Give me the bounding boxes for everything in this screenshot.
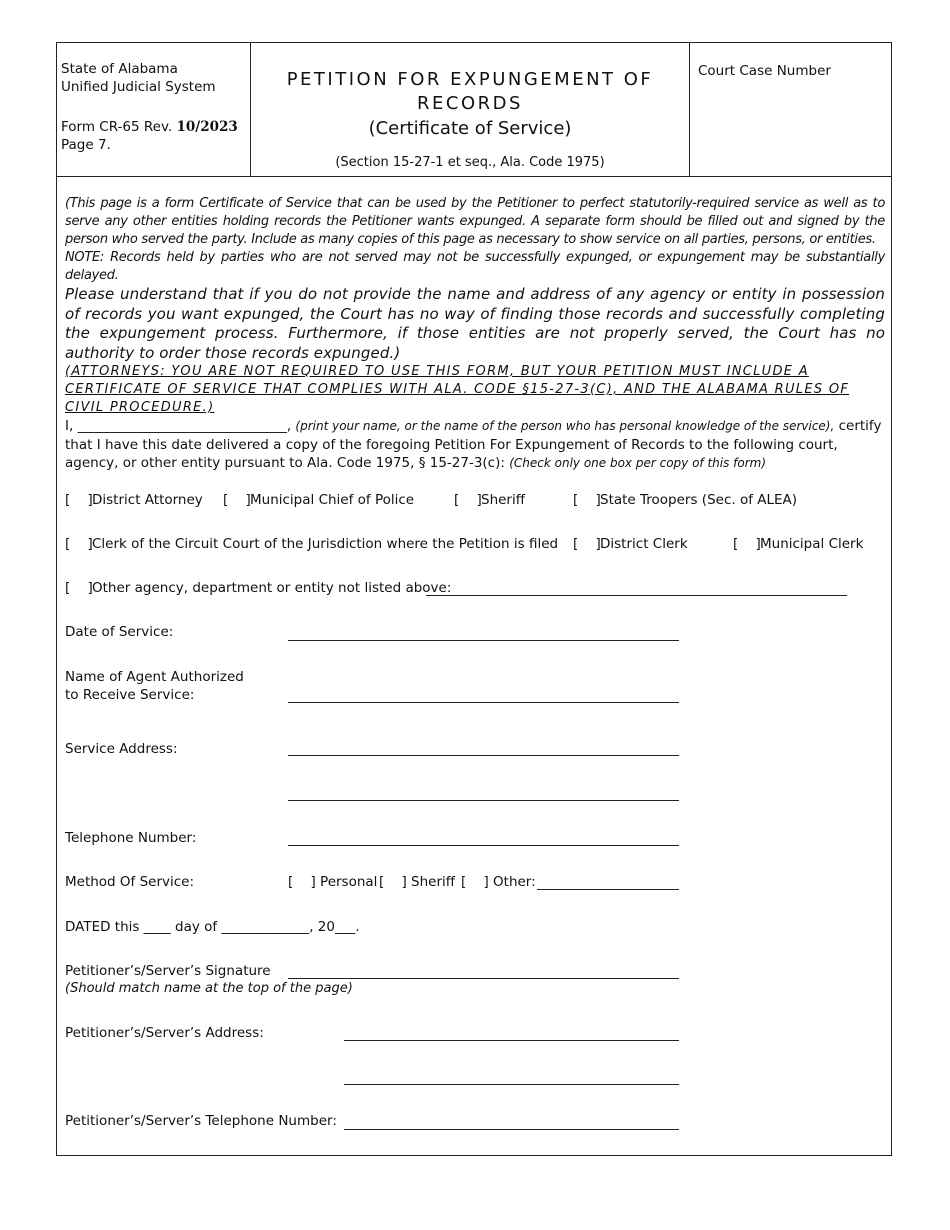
checkbox-box[interactable]: [ ] xyxy=(573,492,601,508)
petitioner-phone-label: Petitioner’s/Server’s Telephone Number: xyxy=(65,1113,337,1129)
method-other-checkbox[interactable]: [ ] Other: xyxy=(461,874,536,890)
checkbox-box[interactable]: [ ] xyxy=(65,580,93,596)
instructions-paragraph: (This page is a form Certificate of Service that can be used by the Petitioner to perfect statutorily-required service as well as to serve any other entities holding records the Petitioner wants expunged. A separate form should be filled out and signed by the person who served the party. Include as many copies of this page as necessary to show service on all parties, persons, or entities. xyxy=(65,196,885,247)
checkbox-sheriff[interactable]: [ ]Sheriff xyxy=(454,492,526,508)
date-of-service-label: Date of Service: xyxy=(65,624,174,640)
instructions xyxy=(65,195,885,417)
dated-line[interactable]: DATED this ____ day of _____________, 20___. xyxy=(65,919,360,935)
signature-input[interactable] xyxy=(288,978,679,979)
attorneys-notice: (ATTORNEYS: YOU ARE NOT REQUIRED TO USE THIS FORM, BUT YOUR PETITION MUST INCLUDE A CERTIFICATE OF SERVICE THAT COMPLIES WITH ALA. CODE §15-27-3(C), AND THE ALABAMA RULES OF CIVIL PROCEDURE.) xyxy=(65,364,850,415)
form-title: PETITION FOR EXPUNGEMENT OF RECORDS xyxy=(286,69,654,114)
checkbox-other-agency[interactable]: [ ]Other agency, department or entity not listed above: xyxy=(65,580,452,596)
other-agency-input[interactable] xyxy=(426,595,847,596)
state-name: State of Alabama xyxy=(61,61,178,77)
certification-body: certify that I have this date delivered a copy of the foregoing Petition For Expungement of Records to the following court, agency, or other entity pursuant to Ala. Code 1975, § 15-27-3(c): xyxy=(65,418,882,471)
service-address-input-2[interactable] xyxy=(288,800,679,801)
certificate-of-service-form xyxy=(56,42,892,1156)
date-of-service-input[interactable] xyxy=(288,640,679,641)
petitioner-address-input-2[interactable] xyxy=(344,1084,679,1085)
agent-name-input[interactable] xyxy=(288,702,679,703)
service-address-label: Service Address: xyxy=(65,741,178,757)
page-number: Page 7. xyxy=(61,137,111,153)
header-title-block xyxy=(251,43,690,176)
checkbox-box[interactable]: [ ] xyxy=(65,492,93,508)
signature-note: (Should match name at the top of the page) xyxy=(65,981,353,996)
form-number: Form CR-65 Rev. 10/2023 xyxy=(61,119,238,135)
agent-name-label: Name of Agent Authorized to Receive Service: xyxy=(65,669,244,703)
check-one-note: (Check only one box per copy of this form) xyxy=(509,456,767,470)
method-sheriff-checkbox[interactable]: [ ] Sheriff xyxy=(379,874,456,890)
petitioner-address-label: Petitioner’s/Server’s Address: xyxy=(65,1025,264,1041)
instructions-warning: Please understand that if you do not provide the name and address of any agency or entity in possession of records you want expunged, the Court has no way of finding those records and successfully completing the expungement process. Furthermore, if those entities are not properly served, the Court has no authority to order those records expunged.) xyxy=(65,285,885,362)
header-agency-block xyxy=(57,43,251,176)
checkbox-box[interactable]: [ ] xyxy=(573,536,601,552)
form-header xyxy=(57,43,891,177)
method-other-input[interactable] xyxy=(537,889,679,890)
telephone-label: Telephone Number: xyxy=(65,830,197,846)
court-case-number-label: Court Case Number xyxy=(698,63,831,79)
certification-statement xyxy=(65,417,887,473)
statute-reference: (Section 15-27-1 et seq., Ala. Code 1975) xyxy=(335,155,605,170)
checkbox-box[interactable]: [ ] xyxy=(454,492,482,508)
checkbox-box[interactable]: [ ] xyxy=(223,492,251,508)
checkbox-district-clerk[interactable]: [ ]District Clerk xyxy=(573,536,688,552)
checkbox-state-troopers[interactable]: [ ]State Troopers (Sec. of ALEA) xyxy=(573,492,798,508)
method-of-service-label: Method Of Service: xyxy=(65,874,195,890)
method-personal-checkbox[interactable]: [ ] Personal xyxy=(288,874,378,890)
petitioner-phone-input[interactable] xyxy=(344,1129,679,1130)
checkbox-municipal-clerk[interactable]: [ ]Municipal Clerk xyxy=(733,536,864,552)
judicial-system: Unified Judicial System xyxy=(61,79,216,95)
revision-date: 10/2023 xyxy=(176,119,238,135)
form-subtitle: (Certificate of Service) xyxy=(368,118,572,139)
instructions-note: NOTE: Records held by parties who are not served may not be successfully expunged, or expungement may be substantially delayed. xyxy=(65,250,885,283)
signature-label: Petitioner’s/Server’s Signature (Should match name at the top of the page) xyxy=(65,963,353,996)
name-blank[interactable]: I, _______________________________, xyxy=(65,418,296,434)
checkbox-chief-of-police[interactable]: [ ]Municipal Chief of Police xyxy=(223,492,415,508)
court-case-number-box[interactable] xyxy=(690,43,891,176)
checkbox-district-attorney[interactable]: [ ]District Attorney xyxy=(65,492,203,508)
petitioner-address-input-1[interactable] xyxy=(344,1040,679,1041)
checkbox-box[interactable]: [ ] xyxy=(65,536,93,552)
checkbox-box[interactable]: [ ] xyxy=(733,536,761,552)
print-instruction: (print your name, or the name of the person who has personal knowledge of the service), xyxy=(295,419,835,433)
telephone-input[interactable] xyxy=(288,845,679,846)
service-address-input-1[interactable] xyxy=(288,755,679,756)
checkbox-circuit-clerk[interactable]: [ ]Clerk of the Circuit Court of the Jurisdiction where the Petition is filed xyxy=(65,536,559,552)
